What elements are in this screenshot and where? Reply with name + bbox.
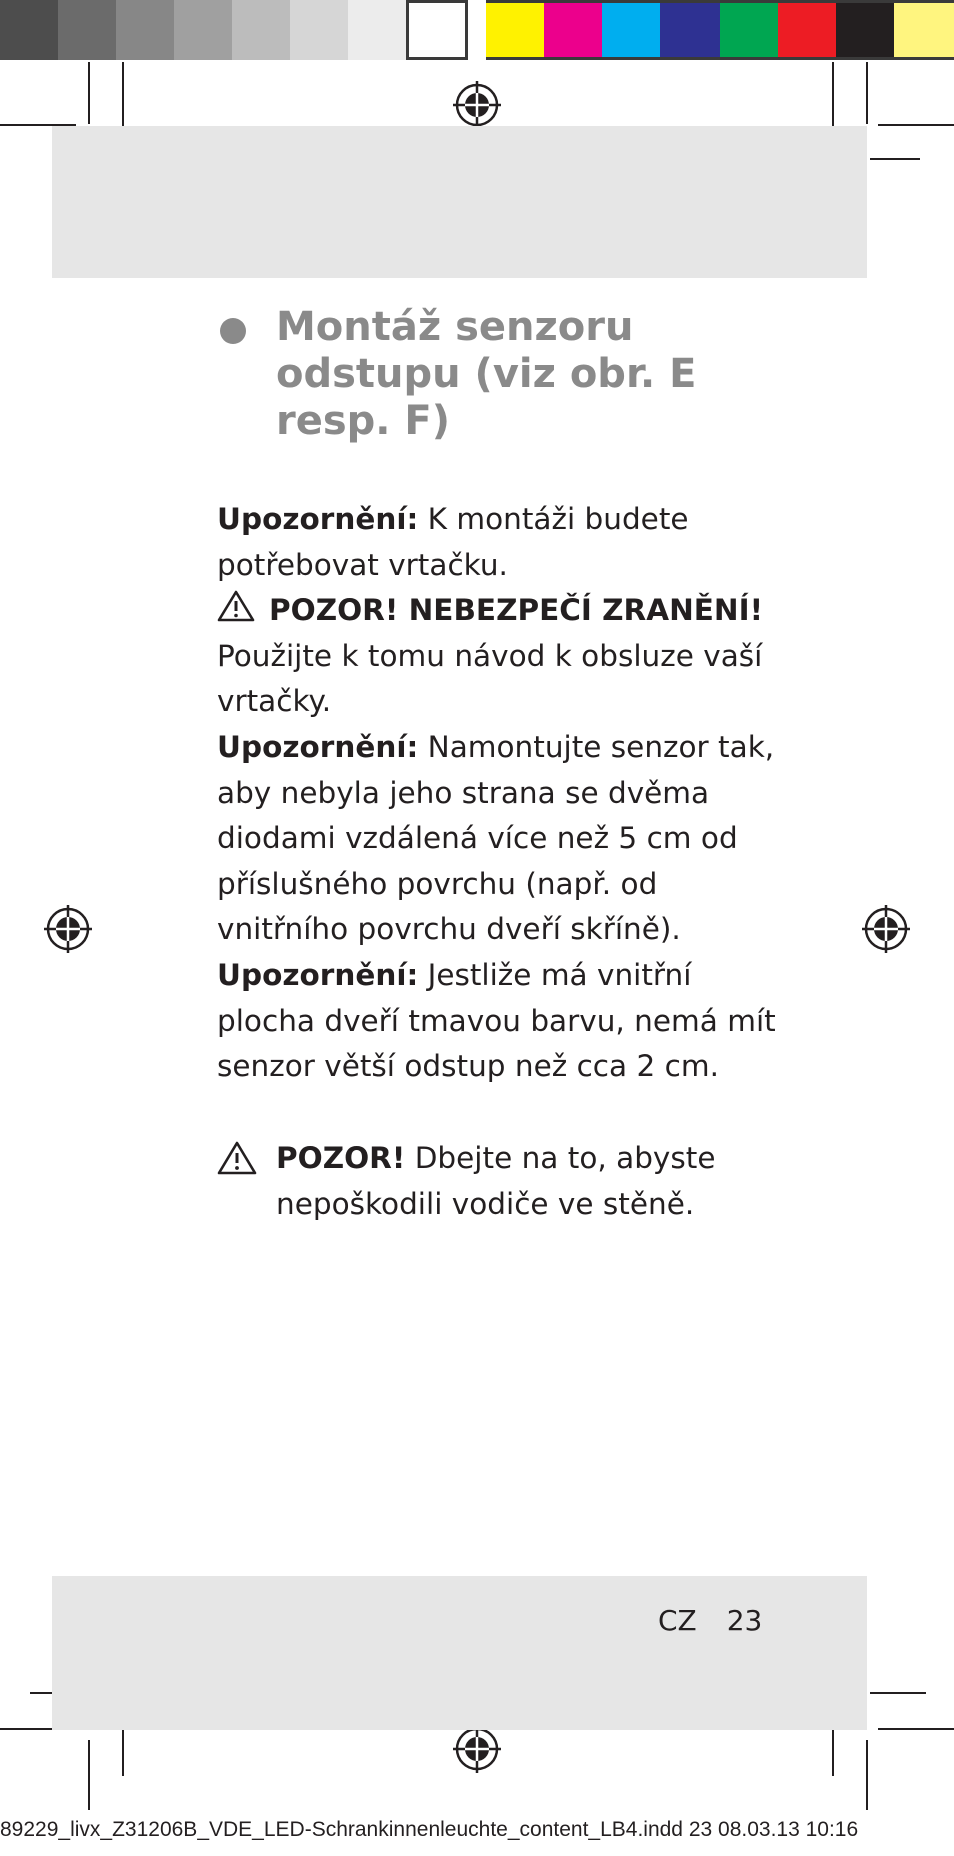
gray-swatch-4 (174, 0, 232, 60)
crop-mark (832, 62, 834, 128)
gray-swatch-1 (0, 0, 58, 60)
registration-mark-icon (453, 1725, 501, 1773)
heading-line: odstupu (viz obr. E (276, 351, 697, 397)
cyan-swatch (602, 0, 660, 60)
note-label: Upozornění: (217, 502, 419, 536)
note-paragraph (217, 953, 777, 1090)
gray-swatch-7 (348, 0, 406, 60)
heading-line: Montáž senzoru (276, 304, 634, 350)
note-paragraph (217, 725, 777, 953)
warning-text: Použijte k tomu návod k obsluze vaší vrtačky. (217, 638, 763, 719)
light-yellow-swatch (894, 0, 954, 60)
color-calibration-bar (0, 0, 954, 60)
magenta-swatch (544, 0, 602, 60)
note-text: Jestliže má vnitřní plocha dveří tmavou barvu, nemá mít senzor větší odstup než cca 2 cm. (217, 957, 776, 1084)
blue-swatch (660, 0, 720, 60)
language-code: CZ (658, 1604, 697, 1637)
print-slug (0, 1818, 954, 1842)
yellow-swatch (486, 0, 544, 60)
warning-triangle-icon (217, 1140, 257, 1176)
warning-paragraph (217, 588, 777, 725)
black-swatch (836, 0, 894, 60)
caution-text-block (276, 1136, 817, 1227)
note-label: Upozornění: (217, 729, 419, 764)
crop-mark (122, 62, 124, 128)
note-text: K montáži budete potřebovat vrtačku. (217, 502, 689, 582)
note-paragraph (217, 497, 777, 588)
caution-block (217, 1136, 817, 1227)
gray-swatch-5 (232, 0, 290, 60)
gray-swatch-3 (116, 0, 174, 60)
footer-panel (52, 1576, 867, 1730)
crop-mark (870, 1692, 926, 1694)
page-number-value: 23 (726, 1604, 763, 1637)
crop-mark (88, 62, 90, 124)
caution-label: POZOR! (276, 1141, 406, 1175)
registration-mark-icon (862, 905, 910, 953)
section-bullet-icon (220, 318, 246, 344)
header-panel (52, 126, 867, 278)
print-date: 08.03.13 10:16 (718, 1818, 859, 1841)
crop-mark (88, 1740, 90, 1810)
red-swatch (778, 0, 836, 60)
warning-label: POZOR! NEBEZPEČÍ ZRANĚNÍ! (269, 593, 764, 628)
crop-mark (870, 158, 920, 160)
section-heading (276, 304, 836, 445)
note-text: Namontujte senzor tak, aby nebyla jeho strana se dvěma diodami vzdálená více než 5 cm od příslušného povrchu (např. od vnitřního povrchu dveří skříně). (217, 729, 775, 947)
warning-triangle-icon (217, 589, 255, 623)
note-label: Upozornění: (217, 957, 419, 992)
crop-mark (878, 124, 954, 126)
registration-mark-icon (44, 905, 92, 953)
green-swatch (720, 0, 778, 60)
white-swatch (406, 0, 468, 60)
caution-text: Dbejte na to, abyste nepoškodili vodiče ve stěně. (276, 1141, 716, 1221)
heading-line: resp. F) (276, 398, 451, 444)
instructions-body (217, 497, 777, 1090)
gray-swatch-6 (290, 0, 348, 60)
crop-mark (866, 1740, 868, 1810)
registration-mark-icon (453, 81, 501, 129)
crop-mark (866, 62, 868, 124)
page-number (658, 1604, 762, 1637)
file-slug: 89229_livx_Z31206B_VDE_LED-Schrankinnenleuchte_content_LB4.indd 23 (0, 1818, 713, 1841)
gray-swatch-2 (58, 0, 116, 60)
crop-mark (878, 1728, 954, 1730)
